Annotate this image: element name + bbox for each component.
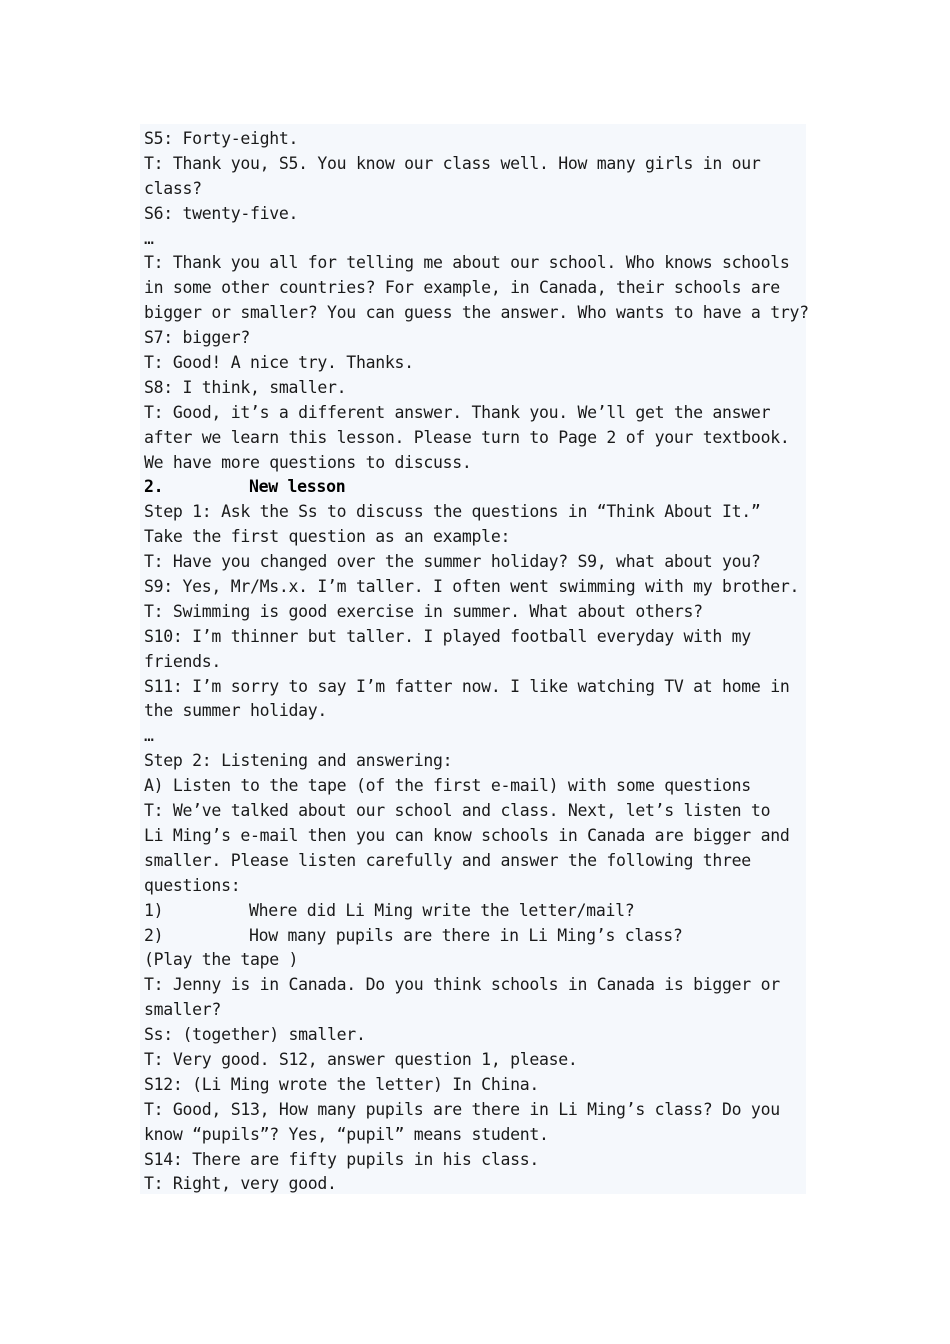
text-line: smaller. Please listen carefully and answer the following three <box>144 850 751 870</box>
text-line: the summer holiday. <box>144 701 328 721</box>
question-number: 1) <box>144 900 164 920</box>
text-line: Step 1: Ask the Ss to discuss the questions in “Think About It.” <box>144 502 761 522</box>
section-heading <box>144 475 806 500</box>
numbered-question <box>144 924 806 949</box>
text-line: T: Thank you all for telling me about our school. Who knows schools <box>144 253 790 273</box>
text-line: S6: twenty-five. <box>144 203 299 223</box>
text-line: T: Thank you, S5. You know our class well. How many girls in our <box>144 153 761 173</box>
numbered-question <box>144 899 806 924</box>
text-line: S8: I think, smaller. <box>144 377 347 397</box>
text-line: S11: I’m sorry to say I’m fatter now. I like watching TV at home in <box>144 676 790 696</box>
section-number: 2. <box>144 477 164 497</box>
text-line: … <box>144 726 154 746</box>
text-line: We have more questions to discuss. <box>144 452 472 472</box>
text-line: T: Good, it’s a different answer. Thank you. We’ll get the answer <box>144 402 771 422</box>
question-text: Where did Li Ming write the letter/mail? <box>249 900 635 920</box>
text-line: S10: I’m thinner but taller. I played football everyday with my <box>144 626 751 646</box>
section-title: New lesson <box>249 477 346 497</box>
text-line: Li Ming’s e-mail then you can know schools in Canada are bigger and <box>144 825 790 845</box>
text-line: T: Right, very good. <box>144 1174 337 1194</box>
text-line: T: Very good. S12, answer question 1, please. <box>144 1049 578 1069</box>
text-line: S12: (Li Ming wrote the letter) In China. <box>144 1074 539 1094</box>
text-line: S5: Forty-eight. <box>144 129 299 148</box>
text-line: T: Jenny is in Canada. Do you think schools in Canada is bigger or <box>144 975 780 995</box>
text-line: (Play the tape ) <box>144 950 299 970</box>
text-line: S9: Yes, Mr/Ms.x. I’m taller. I often went swimming with my brother. <box>144 577 800 597</box>
text-line: S14: There are fifty pupils in his class. <box>144 1149 539 1169</box>
text-line: class? <box>144 178 202 198</box>
text-line: T: Good, S13, How many pupils are there in Li Ming’s class? Do you <box>144 1099 780 1119</box>
text-line: Ss: (together) smaller. <box>144 1025 366 1045</box>
question-text: How many pupils are there in Li Ming’s class? <box>249 925 683 945</box>
text-line: friends. <box>144 651 222 671</box>
text-line: know “pupils”? Yes, “pupil” means student. <box>144 1124 549 1144</box>
text-line: in some other countries? For example, in Canada, their schools are <box>144 278 780 298</box>
text-line: Take the first question as an example: <box>144 527 511 547</box>
text-line: questions: <box>144 875 241 895</box>
text-line: Step 2: Listening and answering: <box>144 751 453 771</box>
text-line: T: Swimming is good exercise in summer. What about others? <box>144 601 703 621</box>
text-line: T: Good! A nice try. Thanks. <box>144 353 414 373</box>
text-line: smaller? <box>144 1000 222 1020</box>
text-line: … <box>144 228 154 248</box>
text-line: S7: bigger? <box>144 328 250 348</box>
document-body <box>140 124 809 1194</box>
question-number: 2) <box>144 925 164 945</box>
text-line: T: Have you changed over the summer holiday? S9, what about you? <box>144 552 761 572</box>
text-line: T: We’ve talked about our school and class. Next, let’s listen to <box>144 801 771 821</box>
text-line: bigger or smaller? You can guess the answer. Who wants to have a try? <box>144 303 809 323</box>
text-line: after we learn this lesson. Please turn to Page 2 of your textbook. <box>144 427 790 447</box>
text-line: A) Listen to the tape (of the first e-mail) with some questions <box>144 776 751 796</box>
